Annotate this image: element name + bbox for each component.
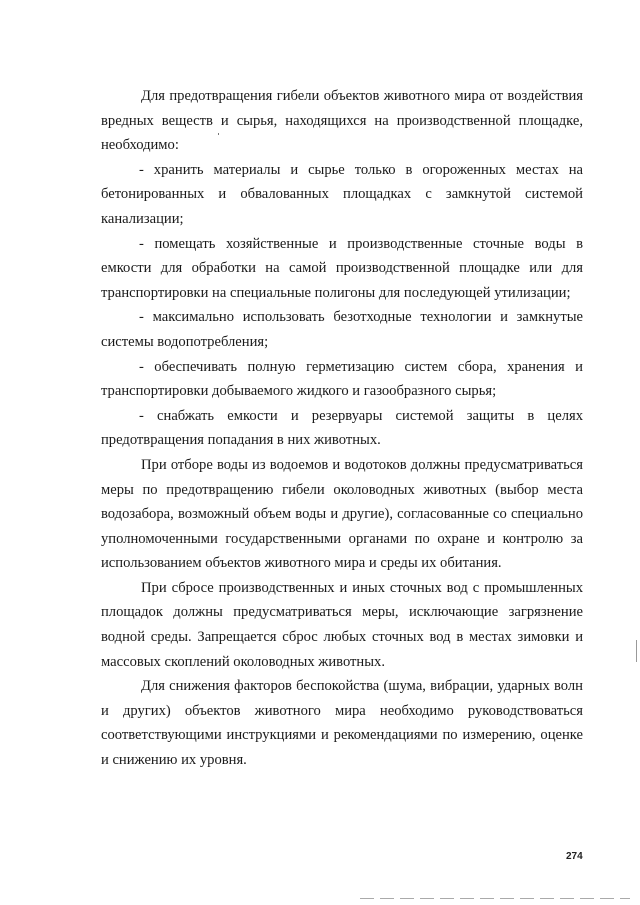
page-number: 274 [566, 851, 583, 862]
list-item-protection: - снабжать емкости и резервуары системой защиты в целях предотвращения попадания в них животных. [101, 407, 583, 449]
list-item-technologies: - максимально использовать безотходные технологии и замкнутые системы водопотребления; [101, 309, 583, 350]
paragraph-discharge: При сбросе производственных и иных сточных вод с промышленных площадок должны предусматриваться меры, исключающие загрязнение водной среды. Запрещается сброс любых сточных вод в местах зимовки и массовых скоплений околоводных животных. [101, 579, 583, 670]
paragraph-disturbance: Для снижения факторов беспокойства (шума, вибрации, ударных волн и других) объектов животного мира необходимо руководствоваться соответствующими инструкциями и рекомендациями по измерению, оценке и снижению их уровня. [101, 678, 583, 769]
scan-speck [218, 133, 219, 135]
list-item-storage: - хранить материалы и сырье только в огороженных местах на бетонированных и обвалованных площадках с замкнутой системой канализации; [101, 161, 583, 227]
paragraph-water-intake: При отборе воды из водоемов и водотоков должны предусматриваться меры по предотвращению гибели околоводных животных (выбор места водозабора, возможный объем воды и другие), согласованные со специально уполномоченными государственными органами по охране и контролю за использованием объектов животного мира и среды их обитания. [101, 456, 583, 572]
scan-margin-mark [636, 640, 637, 662]
scan-bottom-edge [360, 898, 630, 899]
list-item-wastewater: - помещать хозяйственные и производственные сточные воды в емкости для обработки на самой производственной площадке или для транспортировки на специальные полигоны для последующей утилизации; [101, 235, 583, 301]
document-body [101, 84, 583, 773]
paragraph-intro: Для предотвращения гибели объектов животного мира от воздействия вредных веществ и сырья, находящихся на производственной площадке, необходимо: [101, 88, 583, 154]
list-item-sealing: - обеспечивать полную герметизацию систем сбора, хранения и транспортировки добываемого жидкого и газообразного сырья; [101, 358, 583, 400]
